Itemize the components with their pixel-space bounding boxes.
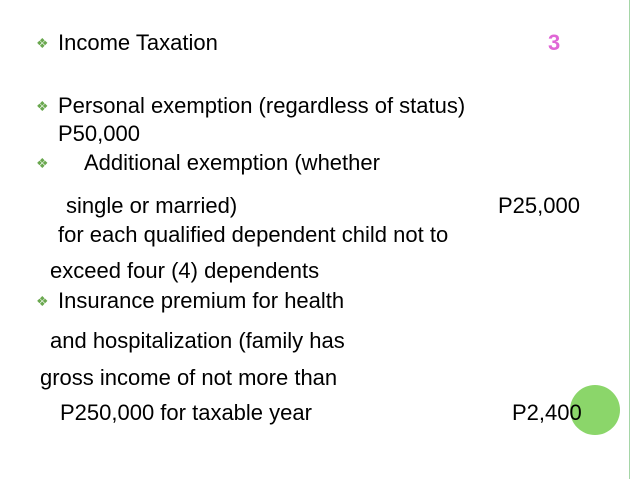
diamond-bullet-icon: ❖ <box>36 293 49 309</box>
diamond-bullet-icon: ❖ <box>36 98 49 114</box>
taxable-year-text: P250,000 for taxable year <box>60 400 312 425</box>
personal-exemption-amount: P50,000 <box>58 121 140 146</box>
dependent-child-text: for each qualified dependent child not to <box>58 222 449 247</box>
single-or-married-text: single or married) <box>66 193 238 218</box>
personal-exemption-text: Personal exemption (regardless of status) <box>58 93 466 118</box>
additional-exemption-text: Additional exemption (whether <box>84 150 380 175</box>
diamond-bullet-icon: ❖ <box>36 155 49 171</box>
slide-title: Income Taxation <box>58 30 218 55</box>
gross-income-text: gross income of not more than <box>40 365 338 390</box>
right-divider <box>629 0 630 479</box>
hospitalization-text: and hospitalization (family has <box>50 328 345 353</box>
slide-number: 3 <box>548 30 561 55</box>
four-dependents-text: exceed four (4) dependents <box>50 258 320 283</box>
diamond-bullet-icon: ❖ <box>36 35 49 51</box>
insurance-premium-text: Insurance premium for health <box>58 288 345 313</box>
insurance-amount: P2,400 <box>512 400 582 425</box>
additional-exemption-amount: P25,000 <box>498 193 580 218</box>
